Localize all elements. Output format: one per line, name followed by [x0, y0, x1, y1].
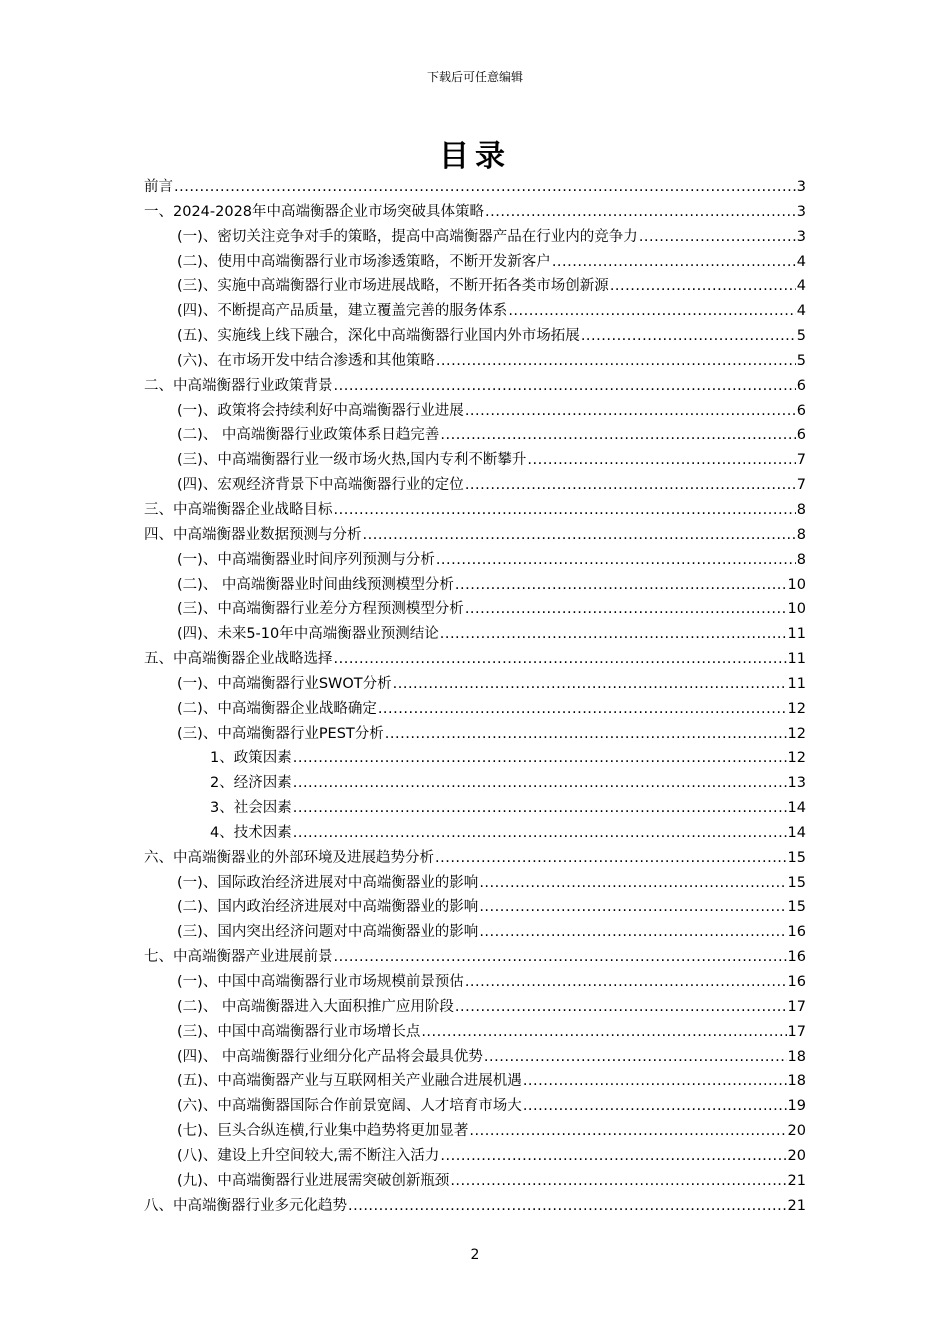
toc-entry-label: 三、中高端衡器企业战略目标: [144, 501, 333, 518]
toc-entry-page: 14: [787, 824, 806, 841]
toc-dot-leader: [523, 1094, 787, 1119]
toc-entry[interactable]: [144, 945, 806, 970]
toc-entry-page: 8: [796, 551, 806, 568]
toc-entry-label: 3、社会因素: [210, 800, 292, 817]
toc-dot-leader: [293, 771, 787, 796]
toc-entry[interactable]: [144, 920, 806, 945]
toc-entry-label: 2、经济因素: [210, 775, 292, 792]
toc-entry-page: 8: [796, 501, 806, 518]
toc-dot-leader: [436, 548, 796, 573]
toc-dot-leader: [527, 448, 795, 473]
page-header: 下载后可任意编辑: [426, 70, 523, 84]
toc-entry-label: (四)、不断提高产品质量，建立覆盖完善的服务体系: [177, 303, 508, 320]
toc-entry-page: 12: [787, 725, 806, 742]
toc-entry[interactable]: [144, 448, 806, 473]
toc-dot-leader: [639, 225, 796, 250]
toc-entry-page: 16: [787, 949, 806, 966]
toc-entry[interactable]: [144, 324, 806, 349]
toc-dot-leader: [334, 945, 787, 970]
toc-entry-page: 6: [796, 427, 806, 444]
toc-dot-leader: [363, 523, 796, 548]
toc-entry[interactable]: [144, 647, 806, 672]
toc-entry[interactable]: [144, 895, 806, 920]
toc-dot-leader: [440, 423, 795, 448]
toc-entry-label: (一)、中高端衡器业时间序列预测与分析: [177, 551, 435, 568]
toc-dot-leader: [581, 324, 796, 349]
toc-dot-leader: [348, 1194, 787, 1219]
toc-entry-page: 4: [796, 253, 806, 270]
toc-dot-leader: [484, 1045, 787, 1070]
toc-entry[interactable]: [144, 175, 806, 200]
toc-entry[interactable]: [144, 523, 806, 548]
toc-entry[interactable]: [144, 746, 806, 771]
toc-entry-page: 5: [796, 352, 806, 369]
toc-dot-leader: [479, 895, 786, 920]
toc-entry-page: 15: [787, 874, 806, 891]
toc-entry-page: 7: [796, 452, 806, 469]
toc-entry-page: 18: [787, 1073, 806, 1090]
toc-dot-leader: [610, 274, 796, 299]
toc-entry-page: 5: [796, 328, 806, 345]
toc-entry[interactable]: [144, 871, 806, 896]
toc-entry-label: (三)、中高端衡器行业一级市场火热,国内专利不断攀升: [177, 452, 527, 469]
page-number: 2: [470, 1247, 480, 1263]
toc-dot-leader: [440, 1144, 786, 1169]
toc-dot-leader: [334, 498, 796, 523]
toc-entry-page: 12: [787, 750, 806, 767]
toc-entry-label: (二)、使用中高端衡器行业市场渗透策略，不断开发新客户: [177, 253, 551, 270]
toc-entry-page: 14: [787, 800, 806, 817]
toc-entry-label: 五、中高端衡器企业战略选择: [144, 651, 333, 668]
toc-dot-leader: [393, 672, 787, 697]
toc-dot-leader: [552, 250, 796, 275]
toc-entry[interactable]: [144, 597, 806, 622]
toc-entry-page: 11: [787, 675, 806, 692]
toc-entry[interactable]: [144, 1020, 806, 1045]
toc-entry-page: 15: [787, 899, 806, 916]
toc-entry-label: (二)、 中高端衡器业时间曲线预测模型分析: [177, 576, 454, 593]
toc-dot-leader: [435, 846, 787, 871]
toc-dot-leader: [455, 573, 787, 598]
table-of-contents: [144, 175, 806, 1218]
toc-dot-leader: [523, 1069, 787, 1094]
toc-dot-leader: [455, 995, 787, 1020]
toc-entry-page: 21: [787, 1197, 806, 1214]
toc-entry-label: (一)、密切关注竞争对手的策略，提高中高端衡器产品在行业内的竞争力: [177, 228, 638, 245]
page-title: 目录: [439, 139, 511, 174]
toc-entry[interactable]: [144, 299, 806, 324]
toc-entry-label: (一)、中高端衡器行业SWOT分析: [177, 675, 392, 692]
toc-entry-label: (六)、中高端衡器国际合作前景宽阔、人才培育市场大: [177, 1098, 522, 1115]
toc-entry-label: (四)、未来5-10年中高端衡器业预测结论: [177, 626, 439, 643]
toc-entry[interactable]: [144, 473, 806, 498]
toc-entry-label: (二)、中高端衡器企业战略确定: [177, 700, 377, 717]
toc-entry-page: 7: [796, 477, 806, 494]
toc-dot-leader: [174, 175, 796, 200]
toc-entry[interactable]: [144, 374, 806, 399]
toc-dot-leader: [334, 647, 787, 672]
toc-dot-leader: [508, 299, 795, 324]
toc-entry-page: 10: [787, 576, 806, 593]
toc-dot-leader: [479, 920, 786, 945]
toc-entry-label: 八、中高端衡器行业多元化趋势: [144, 1197, 347, 1214]
toc-dot-leader: [440, 622, 787, 647]
toc-entry-label: (三)、中高端衡器行业PEST分析: [177, 725, 384, 742]
toc-entry[interactable]: [144, 697, 806, 722]
toc-dot-leader: [465, 473, 796, 498]
toc-entry-label: (五)、实施线上线下融合，深化中高端衡器行业国内外市场拓展: [177, 328, 580, 345]
toc-entry[interactable]: [144, 200, 806, 225]
toc-entry-page: 6: [796, 402, 806, 419]
toc-entry[interactable]: [144, 1194, 806, 1219]
toc-entry-label: 六、中高端衡器业的外部环境及进展趋势分析: [144, 849, 434, 866]
toc-dot-leader: [293, 821, 787, 846]
toc-entry[interactable]: [144, 1069, 806, 1094]
toc-dot-leader: [465, 597, 787, 622]
toc-entry-label: 二、中高端衡器行业政策背景: [144, 377, 333, 394]
toc-entry-page: 20: [787, 1147, 806, 1164]
toc-entry[interactable]: [144, 1045, 806, 1070]
toc-entry-page: 15: [787, 849, 806, 866]
toc-entry[interactable]: [144, 771, 806, 796]
toc-entry-page: 20: [787, 1123, 806, 1140]
toc-entry-label: (二)、国内政治经济进展对中高端衡器业的影响: [177, 899, 479, 916]
toc-dot-leader: [334, 374, 796, 399]
toc-dot-leader: [385, 722, 787, 747]
toc-entry-label: (一)、政策将会持续利好中高端衡器行业进展: [177, 402, 464, 419]
toc-entry-label: (二)、 中高端衡器行业政策体系日趋完善: [177, 427, 440, 444]
toc-entry[interactable]: [144, 225, 806, 250]
toc-entry-page: 19: [787, 1098, 806, 1115]
toc-entry-label: 1、政策因素: [210, 750, 292, 767]
toc-dot-leader: [293, 796, 787, 821]
toc-entry-page: 13: [787, 775, 806, 792]
toc-entry-page: 10: [787, 601, 806, 618]
toc-entry-page: 16: [787, 974, 806, 990]
toc-entry-label: (一)、国际政治经济进展对中高端衡器业的影响: [177, 874, 479, 891]
toc-entry-page: 17: [787, 998, 806, 1015]
toc-entry[interactable]: [144, 498, 806, 523]
toc-entry-page: 18: [787, 1048, 806, 1065]
toc-entry[interactable]: [144, 846, 806, 871]
toc-entry-label: 4、技术因素: [210, 824, 292, 841]
toc-entry-page: 4: [796, 303, 806, 320]
toc-dot-leader: [450, 1169, 786, 1194]
toc-dot-leader: [479, 871, 786, 896]
toc-entry[interactable]: [144, 1119, 806, 1144]
toc-entry-label: (三)、中高端衡器行业差分方程预测模型分析: [177, 601, 464, 618]
toc-entry-label: (四)、 中高端衡器行业细分化产品将会最具优势: [177, 1048, 483, 1065]
toc-entry-page: 17: [787, 1023, 806, 1040]
toc-entry-label: (三)、实施中高端衡器行业市场进展战略，不断开拓各类市场创新源: [177, 278, 609, 295]
toc-dot-leader: [469, 1119, 786, 1144]
toc-dot-leader: [485, 200, 796, 225]
toc-entry-label: (八)、建设上升空间较大,需不断注入活力: [177, 1147, 440, 1164]
toc-dot-leader: [378, 697, 787, 722]
toc-entry-label: (六)、在市场开发中结合渗透和其他策略: [177, 352, 435, 369]
toc-entry[interactable]: [144, 423, 806, 448]
toc-entry-label: (三)、中国中高端衡器行业市场增长点: [177, 1023, 421, 1040]
toc-entry-page: 3: [796, 179, 806, 195]
toc-dot-leader: [465, 399, 796, 424]
toc-entry-page: 3: [796, 228, 806, 245]
toc-dot-leader: [436, 349, 796, 374]
toc-entry-label: (二)、 中高端衡器进入大面积推广应用阶段: [177, 998, 454, 1015]
toc-entry[interactable]: [144, 622, 806, 647]
toc-entry-label: 前言: [144, 179, 173, 195]
toc-entry-page: 4: [796, 278, 806, 295]
toc-entry[interactable]: [144, 250, 806, 275]
toc-dot-leader: [421, 1020, 786, 1045]
toc-entry-label: 七、中高端衡器产业进展前景: [144, 949, 333, 966]
toc-entry[interactable]: [144, 970, 806, 995]
toc-entry-label: (三)、国内突出经济问题对中高端衡器业的影响: [177, 924, 479, 941]
toc-entry-label: (一)、中国中高端衡器行业市场规模前景预估: [177, 974, 464, 990]
toc-entry-page: 3: [796, 203, 806, 220]
toc-entry[interactable]: [144, 1094, 806, 1119]
toc-entry[interactable]: [144, 573, 806, 598]
toc-dot-leader: [293, 746, 787, 771]
toc-entry[interactable]: [144, 796, 806, 821]
toc-entry-page: 11: [787, 626, 806, 643]
toc-entry[interactable]: [144, 274, 806, 299]
toc-entry[interactable]: [144, 1144, 806, 1169]
toc-entry-label: (七)、巨头合纵连横,行业集中趋势将更加显著: [177, 1123, 469, 1140]
toc-entry-label: (五)、中高端衡器产业与互联网相关产业融合进展机遇: [177, 1073, 522, 1090]
toc-entry-label: 四、中高端衡器业数据预测与分析: [144, 526, 362, 543]
toc-entry[interactable]: [144, 722, 806, 747]
toc-entry[interactable]: [144, 548, 806, 573]
toc-entry-page: 8: [796, 526, 806, 543]
toc-entry-page: 16: [787, 924, 806, 941]
toc-entry-label: (九)、中高端衡器行业进展需突破创新瓶颈: [177, 1172, 450, 1189]
toc-entry-page: 6: [796, 377, 806, 394]
toc-entry-page: 11: [787, 651, 806, 668]
toc-entry-label: (四)、宏观经济背景下中高端衡器行业的定位: [177, 477, 464, 494]
toc-entry-page: 21: [787, 1172, 806, 1189]
toc-entry[interactable]: [144, 821, 806, 846]
toc-entry[interactable]: [144, 349, 806, 374]
toc-entry-label: 一、2024-2028年中高端衡器企业市场突破具体策略: [144, 203, 485, 220]
toc-entry[interactable]: [144, 995, 806, 1020]
toc-entry[interactable]: [144, 399, 806, 424]
toc-entry[interactable]: [144, 1169, 806, 1194]
toc-entry[interactable]: [144, 672, 806, 697]
toc-entry-page: 12: [787, 700, 806, 717]
toc-dot-leader: [465, 970, 787, 995]
